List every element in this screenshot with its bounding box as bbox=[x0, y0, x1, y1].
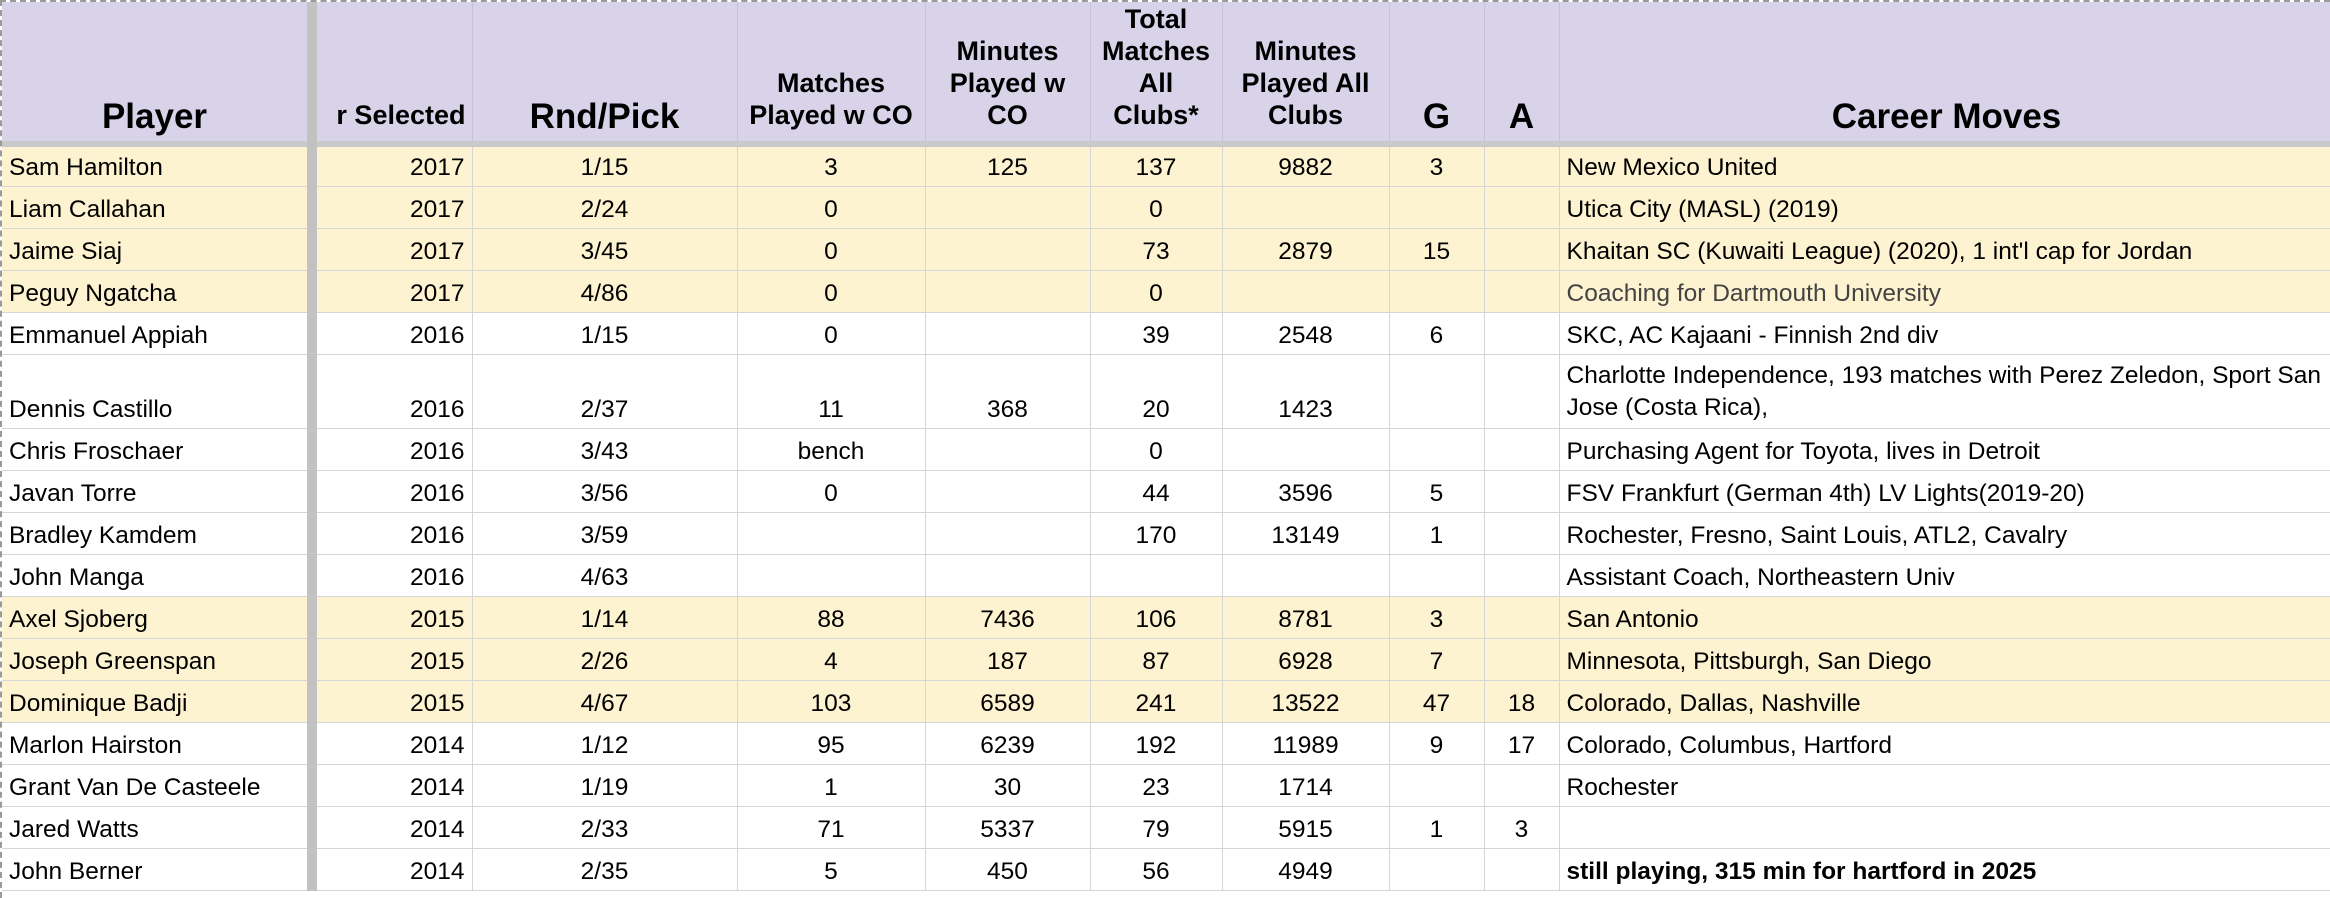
cell-matches-co[interactable]: 1 bbox=[737, 764, 925, 806]
table-row bbox=[2, 186, 2330, 228]
table-row bbox=[2, 144, 2330, 186]
header-matches-co[interactable]: Matches Played w CO bbox=[737, 2, 925, 144]
cell-total-matches[interactable]: 0 bbox=[1090, 270, 1222, 312]
cell-year-selected[interactable]: 2014 bbox=[312, 848, 472, 890]
cell-total-matches[interactable]: 39 bbox=[1090, 312, 1222, 354]
cell-career-moves[interactable]: New Mexico United bbox=[1559, 144, 2330, 186]
cell-minutes-all[interactable]: 3596 bbox=[1222, 470, 1389, 512]
cell-assists[interactable]: 3 bbox=[1484, 806, 1559, 848]
cell-minutes-all[interactable]: 6928 bbox=[1222, 638, 1389, 680]
cell-career-moves[interactable]: Rochester, Fresno, Saint Louis, ATL2, Cavalry bbox=[1559, 512, 2330, 554]
cell-goals[interactable] bbox=[1389, 428, 1484, 470]
cell-rnd-pick[interactable]: 4/67 bbox=[472, 680, 737, 722]
cell-assists[interactable] bbox=[1484, 764, 1559, 806]
cell-year-selected[interactable]: 2016 bbox=[312, 512, 472, 554]
cell-career-moves[interactable]: Coaching for Dartmouth University bbox=[1559, 270, 2330, 312]
cell-rnd-pick[interactable]: 2/35 bbox=[472, 848, 737, 890]
cell-rnd-pick[interactable]: 2/37 bbox=[472, 354, 737, 428]
cell-player[interactable]: Jared Watts bbox=[2, 806, 312, 848]
cell-minutes-co[interactable] bbox=[925, 512, 1090, 554]
header-minutes-all[interactable]: Minutes Played All Clubs bbox=[1222, 2, 1389, 144]
cell-rnd-pick[interactable]: 3/45 bbox=[472, 228, 737, 270]
draft-picks-table bbox=[2, 2, 2330, 891]
cell-total-matches[interactable]: 73 bbox=[1090, 228, 1222, 270]
cell-assists[interactable] bbox=[1484, 470, 1559, 512]
cell-minutes-co[interactable] bbox=[925, 470, 1090, 512]
cell-goals[interactable]: 15 bbox=[1389, 228, 1484, 270]
cell-rnd-pick[interactable]: 4/63 bbox=[472, 554, 737, 596]
cell-goals[interactable] bbox=[1389, 270, 1484, 312]
cell-minutes-all[interactable]: 9882 bbox=[1222, 144, 1389, 186]
cell-goals[interactable]: 3 bbox=[1389, 144, 1484, 186]
cell-matches-co[interactable]: 11 bbox=[737, 354, 925, 428]
cell-minutes-all[interactable]: 2548 bbox=[1222, 312, 1389, 354]
cell-player[interactable]: Joseph Greenspan bbox=[2, 638, 312, 680]
cell-career-moves[interactable]: Assistant Coach, Northeastern Univ bbox=[1559, 554, 2330, 596]
cell-minutes-co[interactable] bbox=[925, 554, 1090, 596]
table-row bbox=[2, 554, 2330, 596]
cell-year-selected[interactable]: 2016 bbox=[312, 428, 472, 470]
cell-minutes-co[interactable] bbox=[925, 428, 1090, 470]
cell-player[interactable]: Jaime Siaj bbox=[2, 228, 312, 270]
cell-minutes-all[interactable]: 2879 bbox=[1222, 228, 1389, 270]
header-total-matches[interactable]: Total Matches All Clubs* bbox=[1090, 2, 1222, 144]
cell-year-selected[interactable]: 2014 bbox=[312, 806, 472, 848]
cell-rnd-pick[interactable]: 1/19 bbox=[472, 764, 737, 806]
cell-total-matches[interactable]: 106 bbox=[1090, 596, 1222, 638]
cell-rnd-pick[interactable]: 1/15 bbox=[472, 312, 737, 354]
cell-matches-co[interactable]: 0 bbox=[737, 470, 925, 512]
cell-year-selected[interactable]: 2014 bbox=[312, 764, 472, 806]
cell-minutes-co[interactable]: 187 bbox=[925, 638, 1090, 680]
cell-assists[interactable] bbox=[1484, 638, 1559, 680]
cell-player[interactable]: Javan Torre bbox=[2, 470, 312, 512]
cell-year-selected[interactable]: 2016 bbox=[312, 354, 472, 428]
cell-player[interactable]: Peguy Ngatcha bbox=[2, 270, 312, 312]
cell-assists[interactable] bbox=[1484, 186, 1559, 228]
cell-total-matches[interactable] bbox=[1090, 554, 1222, 596]
cell-player[interactable]: John Manga bbox=[2, 554, 312, 596]
header-goals[interactable]: G bbox=[1389, 2, 1484, 144]
cell-year-selected[interactable]: 2016 bbox=[312, 554, 472, 596]
header-career-moves[interactable]: Career Moves bbox=[1559, 2, 2330, 144]
cell-goals[interactable]: 9 bbox=[1389, 722, 1484, 764]
cell-minutes-co[interactable] bbox=[925, 270, 1090, 312]
cell-goals[interactable]: 1 bbox=[1389, 806, 1484, 848]
table-row bbox=[2, 228, 2330, 270]
header-player[interactable]: Player bbox=[2, 2, 312, 144]
cell-total-matches[interactable]: 79 bbox=[1090, 806, 1222, 848]
cell-minutes-co[interactable]: 7436 bbox=[925, 596, 1090, 638]
table-body bbox=[2, 144, 2330, 890]
cell-year-selected[interactable]: 2016 bbox=[312, 470, 472, 512]
cell-player[interactable]: Axel Sjoberg bbox=[2, 596, 312, 638]
cell-career-moves[interactable]: Purchasing Agent for Toyota, lives in Detroit bbox=[1559, 428, 2330, 470]
cell-rnd-pick[interactable]: 1/14 bbox=[472, 596, 737, 638]
table-row bbox=[2, 806, 2330, 848]
cell-rnd-pick[interactable]: 2/24 bbox=[472, 186, 737, 228]
cell-total-matches[interactable]: 0 bbox=[1090, 428, 1222, 470]
cell-assists[interactable] bbox=[1484, 270, 1559, 312]
cell-minutes-all[interactable]: 13149 bbox=[1222, 512, 1389, 554]
cell-career-moves[interactable]: Colorado, Columbus, Hartford bbox=[1559, 722, 2330, 764]
table-row bbox=[2, 312, 2330, 354]
cell-matches-co[interactable] bbox=[737, 512, 925, 554]
cell-year-selected[interactable]: 2017 bbox=[312, 270, 472, 312]
cell-matches-co[interactable]: 71 bbox=[737, 806, 925, 848]
cell-player[interactable]: Dennis Castillo bbox=[2, 354, 312, 428]
cell-career-moves[interactable]: Rochester bbox=[1559, 764, 2330, 806]
cell-goals[interactable] bbox=[1389, 764, 1484, 806]
cell-total-matches[interactable]: 87 bbox=[1090, 638, 1222, 680]
cell-rnd-pick[interactable]: 3/59 bbox=[472, 512, 737, 554]
cell-total-matches[interactable]: 20 bbox=[1090, 354, 1222, 428]
cell-total-matches[interactable]: 241 bbox=[1090, 680, 1222, 722]
table-row bbox=[2, 848, 2330, 890]
cell-player[interactable]: Liam Callahan bbox=[2, 186, 312, 228]
cell-assists[interactable] bbox=[1484, 554, 1559, 596]
header-minutes-co[interactable]: Minutes Played w CO bbox=[925, 2, 1090, 144]
cell-total-matches[interactable]: 0 bbox=[1090, 186, 1222, 228]
cell-career-moves[interactable]: San Antonio bbox=[1559, 596, 2330, 638]
cell-goals[interactable]: 47 bbox=[1389, 680, 1484, 722]
cell-total-matches[interactable]: 170 bbox=[1090, 512, 1222, 554]
cell-goals[interactable]: 7 bbox=[1389, 638, 1484, 680]
cell-year-selected[interactable]: 2015 bbox=[312, 680, 472, 722]
cell-total-matches[interactable]: 137 bbox=[1090, 144, 1222, 186]
cell-year-selected[interactable]: 2017 bbox=[312, 186, 472, 228]
cell-minutes-co[interactable]: 450 bbox=[925, 848, 1090, 890]
cell-matches-co[interactable]: 95 bbox=[737, 722, 925, 764]
cell-career-moves[interactable] bbox=[1559, 806, 2330, 848]
cell-goals[interactable] bbox=[1389, 554, 1484, 596]
cell-year-selected[interactable]: 2017 bbox=[312, 228, 472, 270]
cell-career-moves[interactable]: Charlotte Independence, 193 matches with Perez Zeledon, Sport San Jose (Costa Rica), bbox=[1559, 354, 2330, 428]
cell-minutes-co[interactable] bbox=[925, 186, 1090, 228]
cell-year-selected[interactable]: 2016 bbox=[312, 312, 472, 354]
cell-minutes-all[interactable] bbox=[1222, 428, 1389, 470]
table-row bbox=[2, 428, 2330, 470]
table-row bbox=[2, 596, 2330, 638]
cell-minutes-all[interactable]: 11989 bbox=[1222, 722, 1389, 764]
header-assists[interactable]: A bbox=[1484, 2, 1559, 144]
cell-year-selected[interactable]: 2015 bbox=[312, 638, 472, 680]
table-row bbox=[2, 270, 2330, 312]
cell-minutes-all[interactable]: 13522 bbox=[1222, 680, 1389, 722]
cell-minutes-co[interactable]: 125 bbox=[925, 144, 1090, 186]
cell-minutes-all[interactable]: 1423 bbox=[1222, 354, 1389, 428]
cell-rnd-pick[interactable]: 4/86 bbox=[472, 270, 737, 312]
cell-assists[interactable] bbox=[1484, 312, 1559, 354]
table-row bbox=[2, 764, 2330, 806]
cell-rnd-pick[interactable]: 2/33 bbox=[472, 806, 737, 848]
cell-assists[interactable] bbox=[1484, 596, 1559, 638]
cell-goals[interactable]: 1 bbox=[1389, 512, 1484, 554]
cell-career-moves[interactable]: Khaitan SC (Kuwaiti League) (2020), 1 int'l cap for Jordan bbox=[1559, 228, 2330, 270]
cell-matches-co[interactable]: bench bbox=[737, 428, 925, 470]
cell-minutes-co[interactable]: 6589 bbox=[925, 680, 1090, 722]
cell-matches-co[interactable]: 3 bbox=[737, 144, 925, 186]
table-row bbox=[2, 354, 2330, 428]
table-row bbox=[2, 638, 2330, 680]
header-row bbox=[2, 2, 2330, 144]
cell-matches-co[interactable]: 0 bbox=[737, 186, 925, 228]
cell-minutes-co[interactable] bbox=[925, 228, 1090, 270]
cell-career-moves[interactable]: still playing, 315 min for hartford in 2025 bbox=[1559, 848, 2330, 890]
cell-minutes-all[interactable] bbox=[1222, 270, 1389, 312]
cell-minutes-all[interactable] bbox=[1222, 186, 1389, 228]
header-rnd-pick[interactable]: Rnd/Pick bbox=[472, 2, 737, 144]
cell-goals[interactable] bbox=[1389, 848, 1484, 890]
cell-rnd-pick[interactable]: 1/15 bbox=[472, 144, 737, 186]
cell-assists[interactable] bbox=[1484, 848, 1559, 890]
cell-year-selected[interactable]: 2015 bbox=[312, 596, 472, 638]
cell-assists[interactable] bbox=[1484, 512, 1559, 554]
cell-matches-co[interactable]: 5 bbox=[737, 848, 925, 890]
cell-assists[interactable] bbox=[1484, 228, 1559, 270]
cell-player[interactable]: Grant Van De Casteele bbox=[2, 764, 312, 806]
cell-year-selected[interactable]: 2014 bbox=[312, 722, 472, 764]
cell-player[interactable]: John Berner bbox=[2, 848, 312, 890]
cell-goals[interactable]: 6 bbox=[1389, 312, 1484, 354]
cell-assists[interactable] bbox=[1484, 428, 1559, 470]
cell-career-moves[interactable]: FSV Frankfurt (German 4th) LV Lights(2019-20) bbox=[1559, 470, 2330, 512]
cell-total-matches[interactable]: 44 bbox=[1090, 470, 1222, 512]
cell-minutes-all[interactable]: 5915 bbox=[1222, 806, 1389, 848]
cell-career-moves[interactable]: SKC, AC Kajaani - Finnish 2nd div bbox=[1559, 312, 2330, 354]
cell-minutes-co[interactable] bbox=[925, 312, 1090, 354]
cell-rnd-pick[interactable]: 1/12 bbox=[472, 722, 737, 764]
cell-minutes-all[interactable]: 1714 bbox=[1222, 764, 1389, 806]
cell-assists[interactable] bbox=[1484, 354, 1559, 428]
cell-goals[interactable]: 3 bbox=[1389, 596, 1484, 638]
cell-matches-co[interactable]: 0 bbox=[737, 270, 925, 312]
cell-minutes-co[interactable]: 30 bbox=[925, 764, 1090, 806]
cell-matches-co[interactable]: 0 bbox=[737, 228, 925, 270]
cell-total-matches[interactable]: 192 bbox=[1090, 722, 1222, 764]
cell-minutes-all[interactable]: 8781 bbox=[1222, 596, 1389, 638]
cell-player[interactable]: Chris Froschaer bbox=[2, 428, 312, 470]
cell-player[interactable]: Sam Hamilton bbox=[2, 144, 312, 186]
cell-matches-co[interactable]: 103 bbox=[737, 680, 925, 722]
table-row bbox=[2, 512, 2330, 554]
header-year-selected[interactable]: r Selected bbox=[312, 2, 472, 144]
cell-goals[interactable]: 5 bbox=[1389, 470, 1484, 512]
cell-player[interactable]: Bradley Kamdem bbox=[2, 512, 312, 554]
cell-matches-co[interactable]: 4 bbox=[737, 638, 925, 680]
cell-career-moves[interactable]: Colorado, Dallas, Nashville bbox=[1559, 680, 2330, 722]
cell-minutes-co[interactable]: 5337 bbox=[925, 806, 1090, 848]
cell-matches-co[interactable]: 88 bbox=[737, 596, 925, 638]
cell-rnd-pick[interactable]: 3/43 bbox=[472, 428, 737, 470]
cell-assists[interactable]: 18 bbox=[1484, 680, 1559, 722]
cell-total-matches[interactable]: 56 bbox=[1090, 848, 1222, 890]
cell-minutes-co[interactable]: 6239 bbox=[925, 722, 1090, 764]
cell-goals[interactable] bbox=[1389, 354, 1484, 428]
cell-player[interactable]: Dominique Badji bbox=[2, 680, 312, 722]
cell-career-moves[interactable]: Utica City (MASL) (2019) bbox=[1559, 186, 2330, 228]
cell-player[interactable]: Marlon Hairston bbox=[2, 722, 312, 764]
cell-minutes-all[interactable] bbox=[1222, 554, 1389, 596]
table-row bbox=[2, 680, 2330, 722]
cell-rnd-pick[interactable]: 3/56 bbox=[472, 470, 737, 512]
cell-matches-co[interactable] bbox=[737, 554, 925, 596]
cell-rnd-pick[interactable]: 2/26 bbox=[472, 638, 737, 680]
cell-minutes-all[interactable]: 4949 bbox=[1222, 848, 1389, 890]
cell-year-selected[interactable]: 2017 bbox=[312, 144, 472, 186]
cell-minutes-co[interactable]: 368 bbox=[925, 354, 1090, 428]
cell-assists[interactable]: 17 bbox=[1484, 722, 1559, 764]
cell-career-moves[interactable]: Minnesota, Pittsburgh, San Diego bbox=[1559, 638, 2330, 680]
cell-matches-co[interactable]: 0 bbox=[737, 312, 925, 354]
table-row bbox=[2, 722, 2330, 764]
cell-player[interactable]: Emmanuel Appiah bbox=[2, 312, 312, 354]
table-row bbox=[2, 470, 2330, 512]
cell-assists[interactable] bbox=[1484, 144, 1559, 186]
cell-goals[interactable] bbox=[1389, 186, 1484, 228]
cell-total-matches[interactable]: 23 bbox=[1090, 764, 1222, 806]
